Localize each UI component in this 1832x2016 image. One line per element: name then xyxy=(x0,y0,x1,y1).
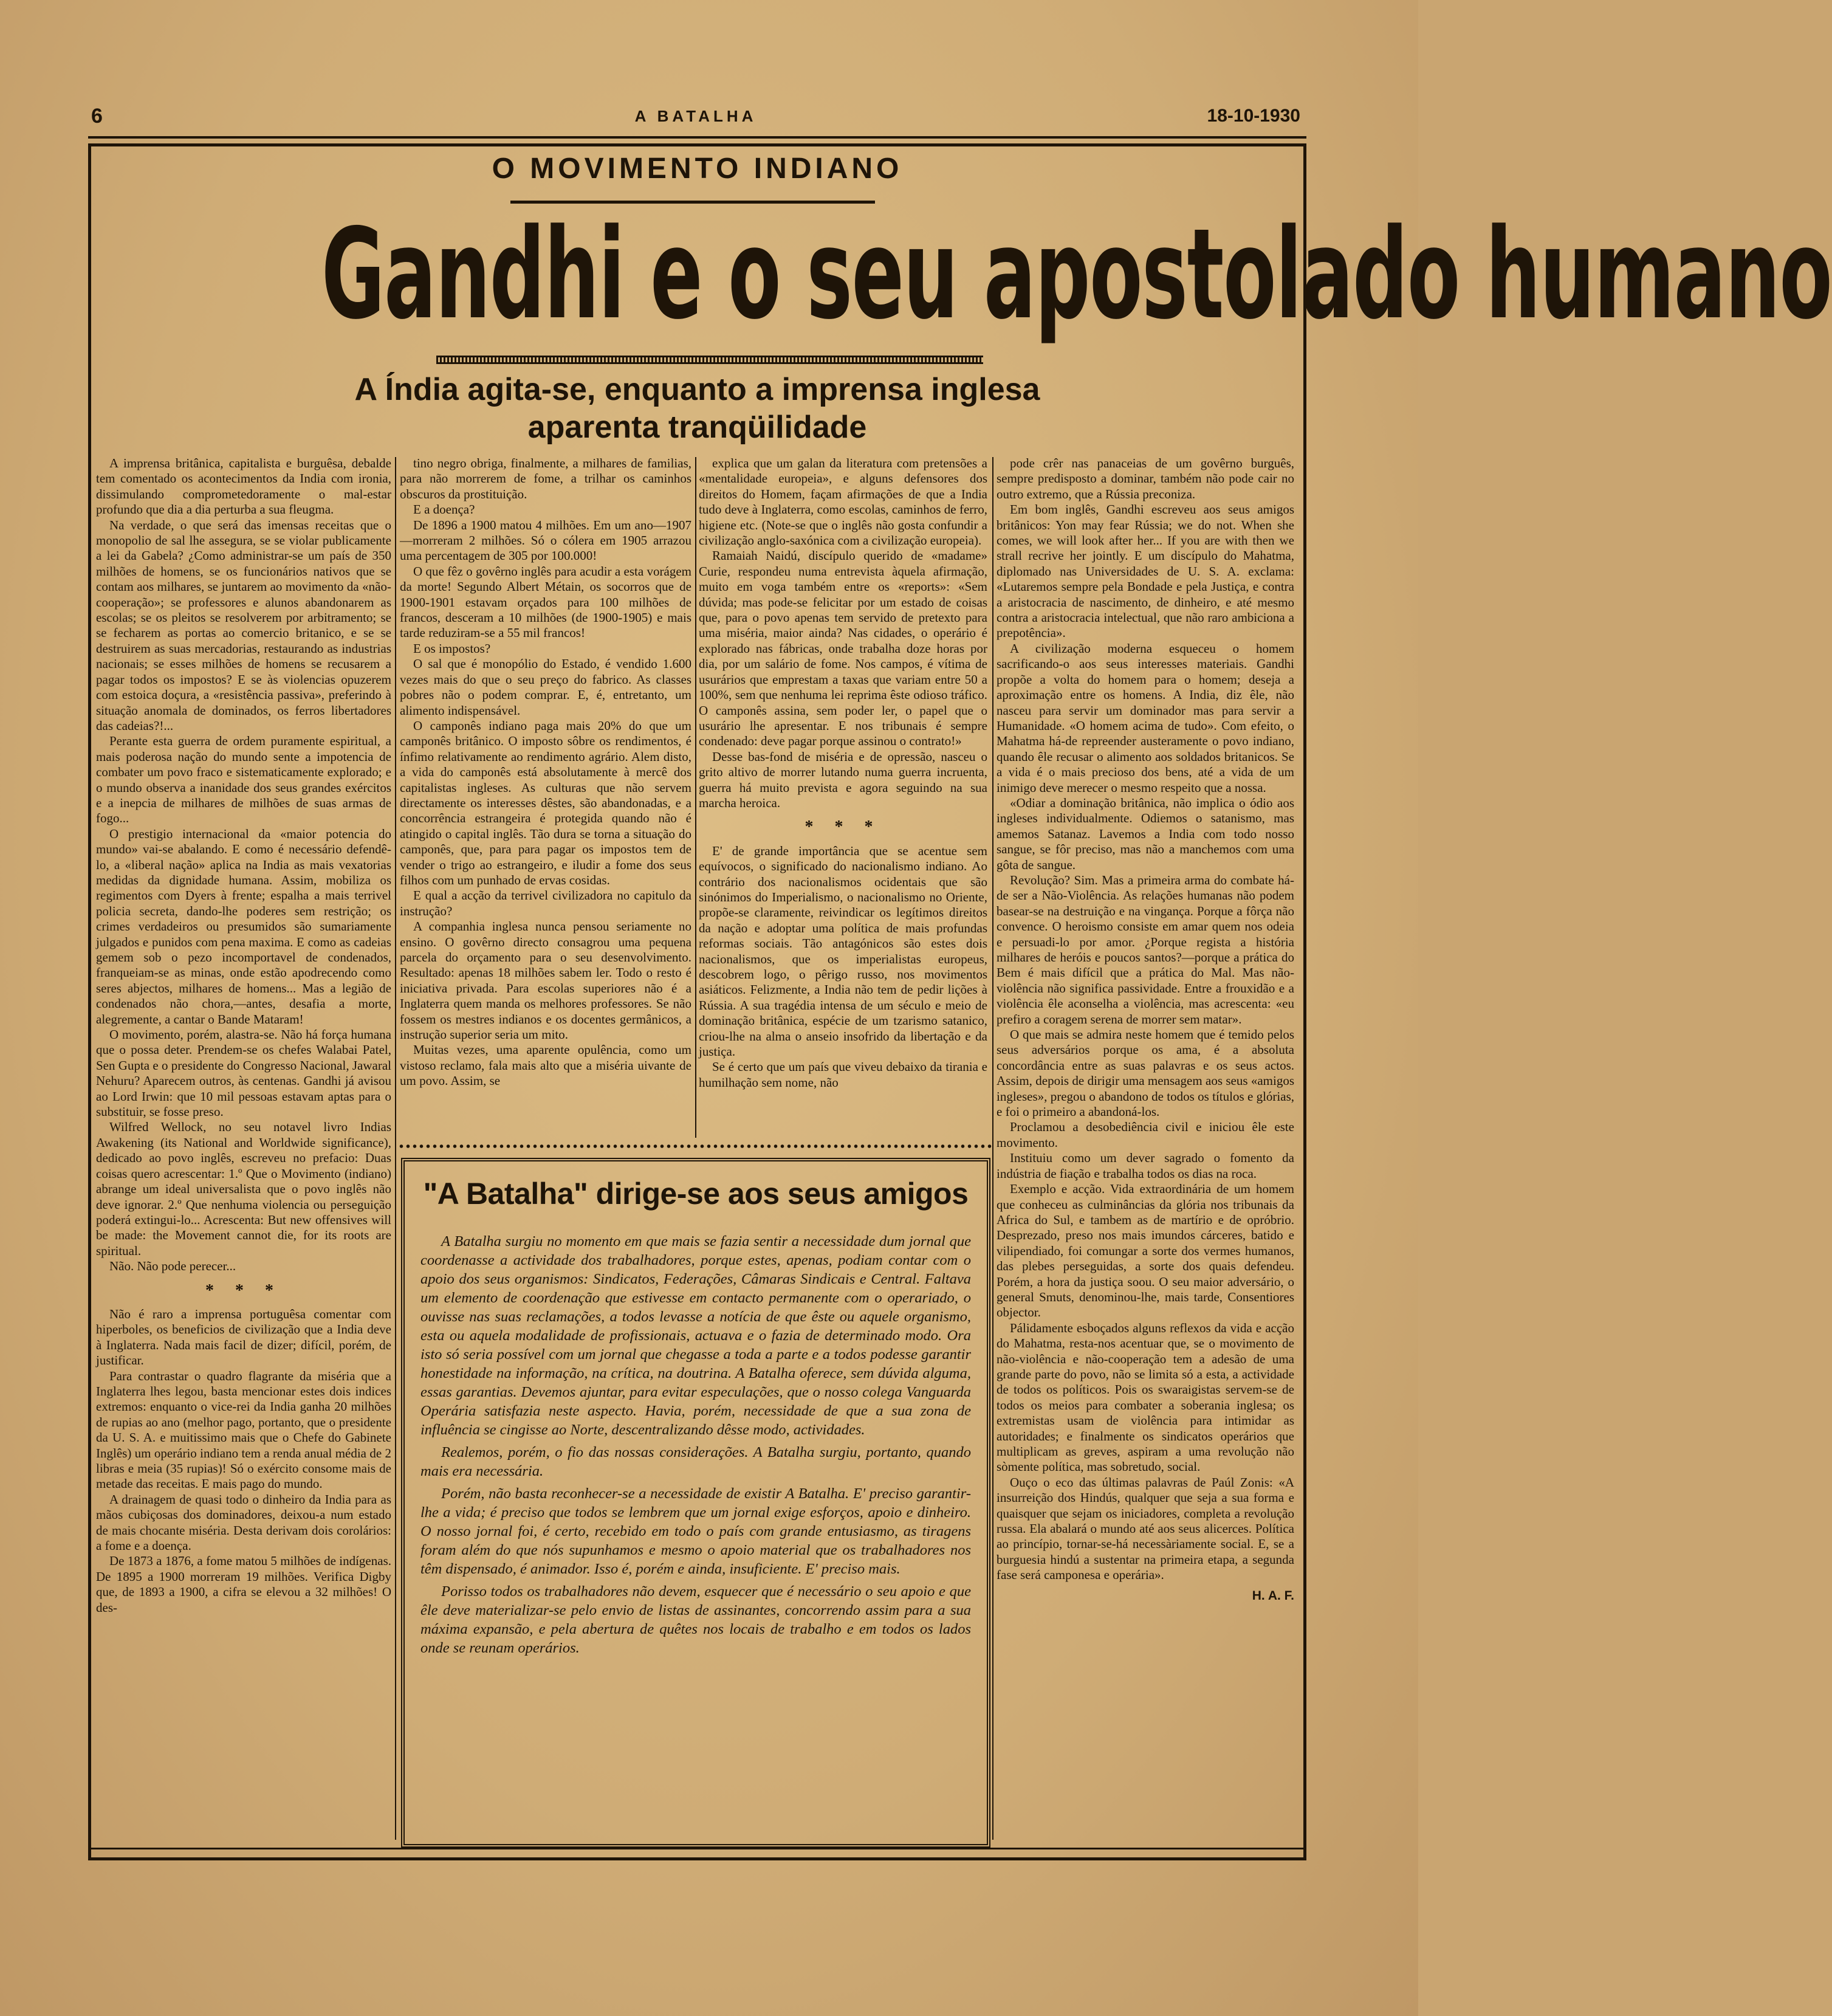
paragraph: O camponês indiano paga mais 20% do que um camponês britânico. O imposto sôbre os rendimentos, é ínfimo relativamente ao rendimento agrário. Alem disto, a vida do camponês está absolutamente à mercê dos capitalistas ingleses. As culturas que não servem directamente os interesses dêstes, são abandonadas, e a concorrência estrangeira é protegida quando não é atingido o capital inglês. Tão dura se torna a situação do camponês, que, para para pagar os impostos tem de vender o trigo ao estrangeiro, e iludir a fome dos seus filhos com um punhado de ervas cosidas. xyxy=(400,718,691,887)
paragraph: Perante esta guerra de ordem puramente espiritual, a mais poderosa nação do mundo sente a impotencia de combater um povo fraco e sistematicamente explorado; e o mundo observa a inanidade dos seus grandes exércitos e a inepcia de milhares de milhões de suas armas de fogo... xyxy=(96,734,391,826)
column-4 xyxy=(997,456,1294,1839)
notice-title: "A Batalha" dirige-se aos seus amigos xyxy=(423,1177,969,1211)
page-header xyxy=(91,105,1300,129)
paragraph: Desse bas-fond de miséria e de opressão, nasceu o grito altivo de morrer lutando numa guerra incruenta, guerra há muito prevista e agora seguindo na sua marcha heroica. xyxy=(699,749,987,810)
paragraph: «Odiar a dominação britânica, não implica o ódio aos ingleses individualmente. Odiemos o satanismo, mas amemos Satanaz. Lavemos a India com todo nosso sangue, se fôr preciso, mas não a manchemos com uma gôta de sangue. xyxy=(997,795,1294,872)
paragraph: Exemplo e acção. Vida extraordinária de um homem que conheceu as culminâncias da glória nos tribunais da Africa do Sul, e tambem as de martírio e de opróbrio. Desprezado, preso nos mais imundos cárceres, batido e vilipendiado, foi comungar a sorte dos vermes humanos, das plebes perseguidas, a sorte dos quais defendeu. Porém, a hora da justiça soou. O seu maior adversário, o general Smuts, denominou-lhe, mais tarde, Consentiores objector. xyxy=(997,1182,1294,1320)
paragraph: Instituiu como um dever sagrado o fomento da indústria de fiação e trabalha todos os dias na roca. xyxy=(997,1151,1294,1181)
paragraph: E a doença? xyxy=(413,502,475,517)
author-signature: H. A. F. xyxy=(1252,1588,1294,1603)
paragraph: A companhia inglesa nunca pensou seriamente no ensino. O govêrno directo consagrou uma pequena parcela do orçamento para o seu desenvolvimento. Resultado: apenas 18 milhões sabem ler. Todo o resto é iniciativa privada. Para escolas superiores não é a Inglaterra quem manda os melhores professores. Se não fossem os mestres indianos e os docentes germânicos, a instrução superior seria um mito. xyxy=(400,919,691,1042)
paragraph: O movimento, porém, alastra-se. Não há força humana que o possa deter. Prendem-se os chefes Walabai Patel, Sen Gupta e o presidente do Congresso Nacional, Jawaral Nehuru? Aparecem outros, às centenas. Gandhi já avisou ao Lord Irwin: que 10 mil pessoas estavam aptas para o substituir, se fosse preso. xyxy=(96,1027,391,1120)
paragraph: Se é certo que um país que viveu debaixo da tirania e humilhação sem nome, não xyxy=(699,1059,987,1090)
article-kicker: O MOVIMENTO INDIANO xyxy=(492,153,903,185)
paragraph: E' de grande importância que se acentue sem equívocos, o significado do nacionalismo indiano. Ao contrário dos nacionalismos ocidentais que são sinónimos do Imperialismo, o nacionalismo no Oriente, propõe-se claramente, reivindicar os legítimos direitos da nação e adoptar uma política de mais profundas reformas sociais. Tão antagónicos são estes dois nacionalismos, que os imperialistas europeus, descobrem logo, o pêrigo russo, nos movimentos asiáticos. Felizmente, a India não tem de pedir lições à Rússia. A sua tragédia intensa de um século e meio de dominação britânica, espécie de um tzarismo satanico, criou-lhe na alma o anseio insofrido da libertação e da justiça. xyxy=(699,843,987,1059)
paragraph: A imprensa britânica, capitalista e burguêsa, debalde tem comentado os acontecimentos da India com ironia, dissimulando comprometedoramente o mal-estar profundo que dia a dia perturba a sua fleugma. xyxy=(96,456,391,517)
section-separator: * * * xyxy=(205,1281,282,1300)
paragraph: Pálidamente esboçados alguns reflexos da vida e acção do Mahatma, resta-nos acentuar que, se o movimento de não-violência e não-cooperação tem a adesão de uma grande parte do povo, não se limita só a esta, a actividade de todos os políticos. Pois os swaraigistas servem-se de todos os meios para combater a soberania inglesa; os extremistas usam de violência para intimidar as autoridades; e finalmente os sindicatos operários que multiplicam as greves, aspiram a uma revolução não sòmente política, mas sobretudo, social. xyxy=(997,1320,1294,1474)
subtitle xyxy=(91,371,1303,446)
paragraph: explica que um galan da literatura com pretensões a «mentalidade europeia», e alguns defensores dos direitos do Homem, façam afirmações de que a India tudo deve à Inglaterra, como escolas, caminhos de ferro, higiene etc. (Note-se que o inglês não gosta confundir a civilização anglo-saxónica com a civilização europeia). xyxy=(699,456,987,548)
footer-rule xyxy=(91,1848,1306,1849)
column-1 xyxy=(96,456,391,1839)
paragraph: A civilização moderna esqueceu o homem sacrificando-o aos seus interesses materiais. Gandhi propõe a volta do homem para o homem; deseja a aproximação entre os homens. A India, diz êle, não nasceu para servir um dominador mas para servir a Humanidade. «O homem acima de tudo». Com efeito, o Mahatma há-de repreender austeramente o povo indiano, quando êle recusar o alimento aos soldados britanicos. Se a vida é o mais precioso dos bens, até a vida de um inimigo deve merecer o mesmo respeito que a nossa. xyxy=(997,641,1294,795)
paragraph: E qual a acção da terrivel civilizadora no capitulo da instrução? xyxy=(400,888,691,918)
paragraph: Proclamou a desobediência civil e iniciou êle este movimento. xyxy=(997,1120,1294,1150)
notice-body xyxy=(420,1232,971,1657)
dotted-separator xyxy=(398,1144,993,1149)
paragraph: De 1873 a 1876, a fome matou 5 milhões de indígenas. De 1895 a 1900 morreram 19 milhões. Verifica Digby que, de 1893 a 1900, a cifra se elevou a 32 milhões! O des- xyxy=(96,1553,391,1615)
subtitle-line-1: A Índia agita-se, enquanto a imprensa inglesa xyxy=(354,372,1040,407)
masthead: A BATALHA xyxy=(634,107,757,125)
boxed-notice xyxy=(401,1158,990,1848)
paragraph: De 1896 a 1900 matou 4 milhões. Em um ano—1907—morreram 2 milhões. Só o cólera em 1905 arrazou uma percentagem de 305 por 100.000! xyxy=(400,517,691,563)
paragraph: Para contrastar o quadro flagrante da miséria que a Inglaterra lhes legou, basta mencionar estes dois indices extremos: enquanto o vice-rei da India ganha 20 milhões de rupias ao ano (melhor pago, portanto, que o presidente da U. S. A. e muitissimo mais que o Chefe do Gabinete Inglês) um operário indiano tem a renda anual média de 2 libras e meia (35 rupias)! Só o exército consome mais de metade das receitas. E mais pago do mundo. xyxy=(96,1368,391,1491)
notice-paragraph: Realemos, porém, o fio das nossas considerações. A Batalha surgiu, portanto, quando mais era necessária. xyxy=(420,1444,971,1479)
section-separator: * * * xyxy=(805,817,882,837)
issue-date: 18-10-1930 xyxy=(1207,106,1300,126)
decorative-rule xyxy=(436,356,983,364)
column-divider xyxy=(695,457,696,1138)
paragraph: Não é raro a imprensa portuguêsa comentar com hiperboles, os beneficios de civilização que a India deve à Inglaterra. Nada mais facil de dizer; difícil, porém, de justificar. xyxy=(96,1306,391,1368)
paragraph: Ramaiah Naidú, discípulo querido de «madame» Curie, respondeu numa entrevista àquela afirmação, muito em voga também entre os «reports»: «Sem dúvida; mas pode-se felicitar por um estado de coisas que, para o povo apenas tem servido de pretexto para uma miséria, maior ainda? Nas cidades, o operário é explorado nas fábricas, onde trabalha doze horas por dia, por um salário de fome. Nos campos, é vítima de usurários que emprestam a taxas que variam entre 50 a 100%, sem que nenhuma lei reprima êste odioso tráfico. O camponês assina, sem poder ler, o papel que o usurário lhe apresentar. E nos tribunais é sempre condenado: deve pagar porque assinou o contrato!» xyxy=(699,548,987,749)
column-2 xyxy=(400,456,691,1137)
header-rule xyxy=(88,136,1306,139)
paragraph: O sal que é monopólio do Estado, é vendido 1.600 vezes mais do que o seu preço do fabrico. As classes pobres não o podem comprar. E, é, entretanto, um alimento indispensável. xyxy=(400,656,691,718)
paragraph: pode crêr nas panaceias de um govêrno burguês, sempre predisposto a dominar, também não pode cair no outro extremo, que a Rússia preconiza. xyxy=(997,456,1294,501)
paragraph: Muitas vezes, uma aparente opulência, como um vistoso reclamo, fala mais alto que a miséria uivante de um povo. Assim, se xyxy=(400,1042,691,1089)
paragraph: Wilfred Wellock, no seu notavel livro Indias Awakening (its National and Worldwide significance), dedicado ao povo inglês, escreveu no prefacio: Duas coisas quero acrescentar: 1.º Que o Movimento (indiano) abrange um ideal universalista que o povo inglês não deve ignorar. 2.º Que nenhuma violencia ou perseguição poderá extingui-lo... Acrescenta: But new offensives will be made: the Movement cannot die, for its roots are spiritual. xyxy=(96,1120,391,1258)
notice-paragraph: Porisso todos os trabalhadores não devem, esquecer que é necessário o seu apoio e que êle deve materializar-se pelo envio de listas de assinantes, concorrendo assim para a sua máxima expansão, e pela abertura de quêtes nos locais de trabalho e em todos os lados onde se reunam operários. xyxy=(420,1583,971,1656)
column-3 xyxy=(699,456,987,1137)
paragraph: Revolução? Sim. Mas a primeira arma do combate há-de ser a Não-Violência. As relações humanas não podem basear-se na destruição e na vingança. Porque a fôrça não convence. O heroismo consiste em amar quem nos odeia e persuadi-lo por amor. ¿Porque regista a história milhares de heróis e poucos santos?—porque a prática do Bem é mais difícil que a prática do Mal. Mas não-violência não significa passividade. Entre a frouxidão e a violência êle aconselha a violência, mas acrescenta: «eu prefiro a coragem serena de morrer sem matar». xyxy=(997,872,1294,1027)
subtitle-line-2: aparenta tranqüilidade xyxy=(527,410,867,445)
paragraph: Não. Não pode perecer... xyxy=(109,1259,236,1274)
paragraph: O prestigio internacional da «maior potencia do mundo» vai-se abalando. E como é necessário defendê-lo, a «liberal nação» aplica na India as mais vexatorias medidas da dignidade humana. Assim, mobiliza os regimentos com Dyers à frente; espalha a mais terrivel policia secreta, dando-lhe poderes sem restrição; os crimes verdadeiros ou presumidos são sumariamente julgados e punidos com pena maxima. E como as cadeias gemem sob o pezo incomportavel de condenados, franqueiam-se as minas, onde estão apodrecendo como seres abjectos, milhares de homens... Mas a legião de condenados não chora,—antes, desafia a morte, alegremente, a cantar o Bande Mataram! xyxy=(96,826,391,1027)
paragraph: A drainagem de quasi todo o dinheiro da India para as mãos cubiçosas dos dominadores, deixou-a num estado de mais chocante miséria. Desta derivam dois corolários: a fome e a doença. xyxy=(96,1491,391,1553)
paragraph: Ouço o eco das últimas palavras de Paúl Zonis: «A insurreição dos Hindús, qualquer que seja a sua forma e quaisquer que sejam os iniciadores, completa a revolução russa. Ela abalará o mundo até aos seus alicerces. Política ao princípio, tornar-se-há necessàriamente social. E, se a burguesia hindú a sustentar na primeira etapa, a segunda fase será camponesa e operária». xyxy=(997,1474,1294,1583)
headline: Gandhi e o seu apostolado humano xyxy=(321,202,1832,347)
column-divider xyxy=(395,457,396,1840)
paragraph: O que mais se admira neste homem que é temido pelos seus adversários porque os ama, é a absoluta concordância entre as suas palavras e os seus actos. Assim, depois de dirigir uma mensagem aos seus «amigos ingleses», pregou o abandono de todos os títulos e glórias, e foi o primeiro a abandoná-los. xyxy=(997,1027,1294,1120)
page-number: 6 xyxy=(91,105,103,128)
paragraph: E os impostos? xyxy=(413,641,491,656)
paragraph: Em bom inglês, Gandhi escreveu aos seus amigos britânicos: Yon may fear Rússia; we do not. When she comes, we will look after her... If you are with then we strall recrive her jointly. E um discípulo do Mahatma, diplomado nas Universidades de U. S. A. exclama: «Lutaremos sempre pela Bondade e pela Justiça, e contra a aristocracia de nascimento, de dinheiro, e até mesmo contra a aristocracia intelectual, que não raro ambiciona a prepotência». xyxy=(997,502,1294,641)
paragraph: Na verdade, o que será das imensas receitas que o monopolio de sal lhe assegura, se se violar publicamente a lei da Gabela? ¿Como administrar-se um país de 350 milhões de homens, se os funcionários nativos que se contam aos milhares, se juntarem ao movimento da «não-cooperação»; se professores e alunos abandonarem as escolas; se os pleitos se resolverem por arbitramento; se se fecharem as portas ao comercio britanico, e se se destruirem as suas mercadorias, restaurando as industrias nacionais; se esses milhões de homens se recusarem a pagar todos os impostos? E se às violencias opuzerem com estoica doçura, a «resistência passiva», preferindo à situação anomala de dominados, os ferros libertadores das cadeias?!... xyxy=(96,517,391,733)
notice-paragraph: A Batalha surgiu no momento em que mais se fazia sentir a necessidade dum jornal que coordenasse a actividade dos trabalhadores, porque estes, apenas, podiam contar com o apoio dos seus organismos: Sindicatos, Federações, Câmaras Sindicais e Central. Faltava um elemento de coordenação que estivesse em contacto permanente com o operariado, o ouvisse nas suas reclamações, a todos levasse a notícia de que êste ou aquele organismo, esta ou aquela modalidade de profissionais, actuava e o fazia de determinado modo. Ora isto só seria possível com um jornal que chegasse a toda a parte e a todos podesse garantir honestidade na informação, na crítica, na doutrina. A Batalha oferece, sem dúvida alguma, essas garantias. Devemos ajuntar, para evitar especulações, que o nosso colega Vanguarda Operária satisfazia neste aspecto. Havia, porém, necessidade de que a sua zona de influência se cingisse ao Norte, descentralizando dêsse modo, actividades. xyxy=(420,1233,971,1438)
notice-paragraph: Porém, não basta reconhecer-se a necessidade de existir A Batalha. E' preciso garantir-lhe a vida; é preciso que todos se lembrem que um jornal exige esforços, apoio e dinheiro. O nosso jornal foi, é certo, recebido em todo o país com grande entusiasmo, as tiragens foram além do que nós supunhamos e mesmo o apoio material que os trabalhadores nos têm dispensado, é animador. Isso é, porém e ainda, insuficiente. E' preciso mais. xyxy=(420,1485,971,1577)
paragraph: O que fêz o govêrno inglês para acudir a esta vorágem da morte! Segundo Albert Métain, os socorros que de 1900-1901 estavam orçados para 100 milhões de francos, desceram a 10 milhões (de 1900-1905) e mais tarde reduziram-se a 55 mil francos! xyxy=(400,563,691,641)
paragraph: tino negro obriga, finalmente, a milhares de familias, para não morrerem de fome, a trilhar os caminhos obscuros da prostituição. xyxy=(400,456,691,501)
